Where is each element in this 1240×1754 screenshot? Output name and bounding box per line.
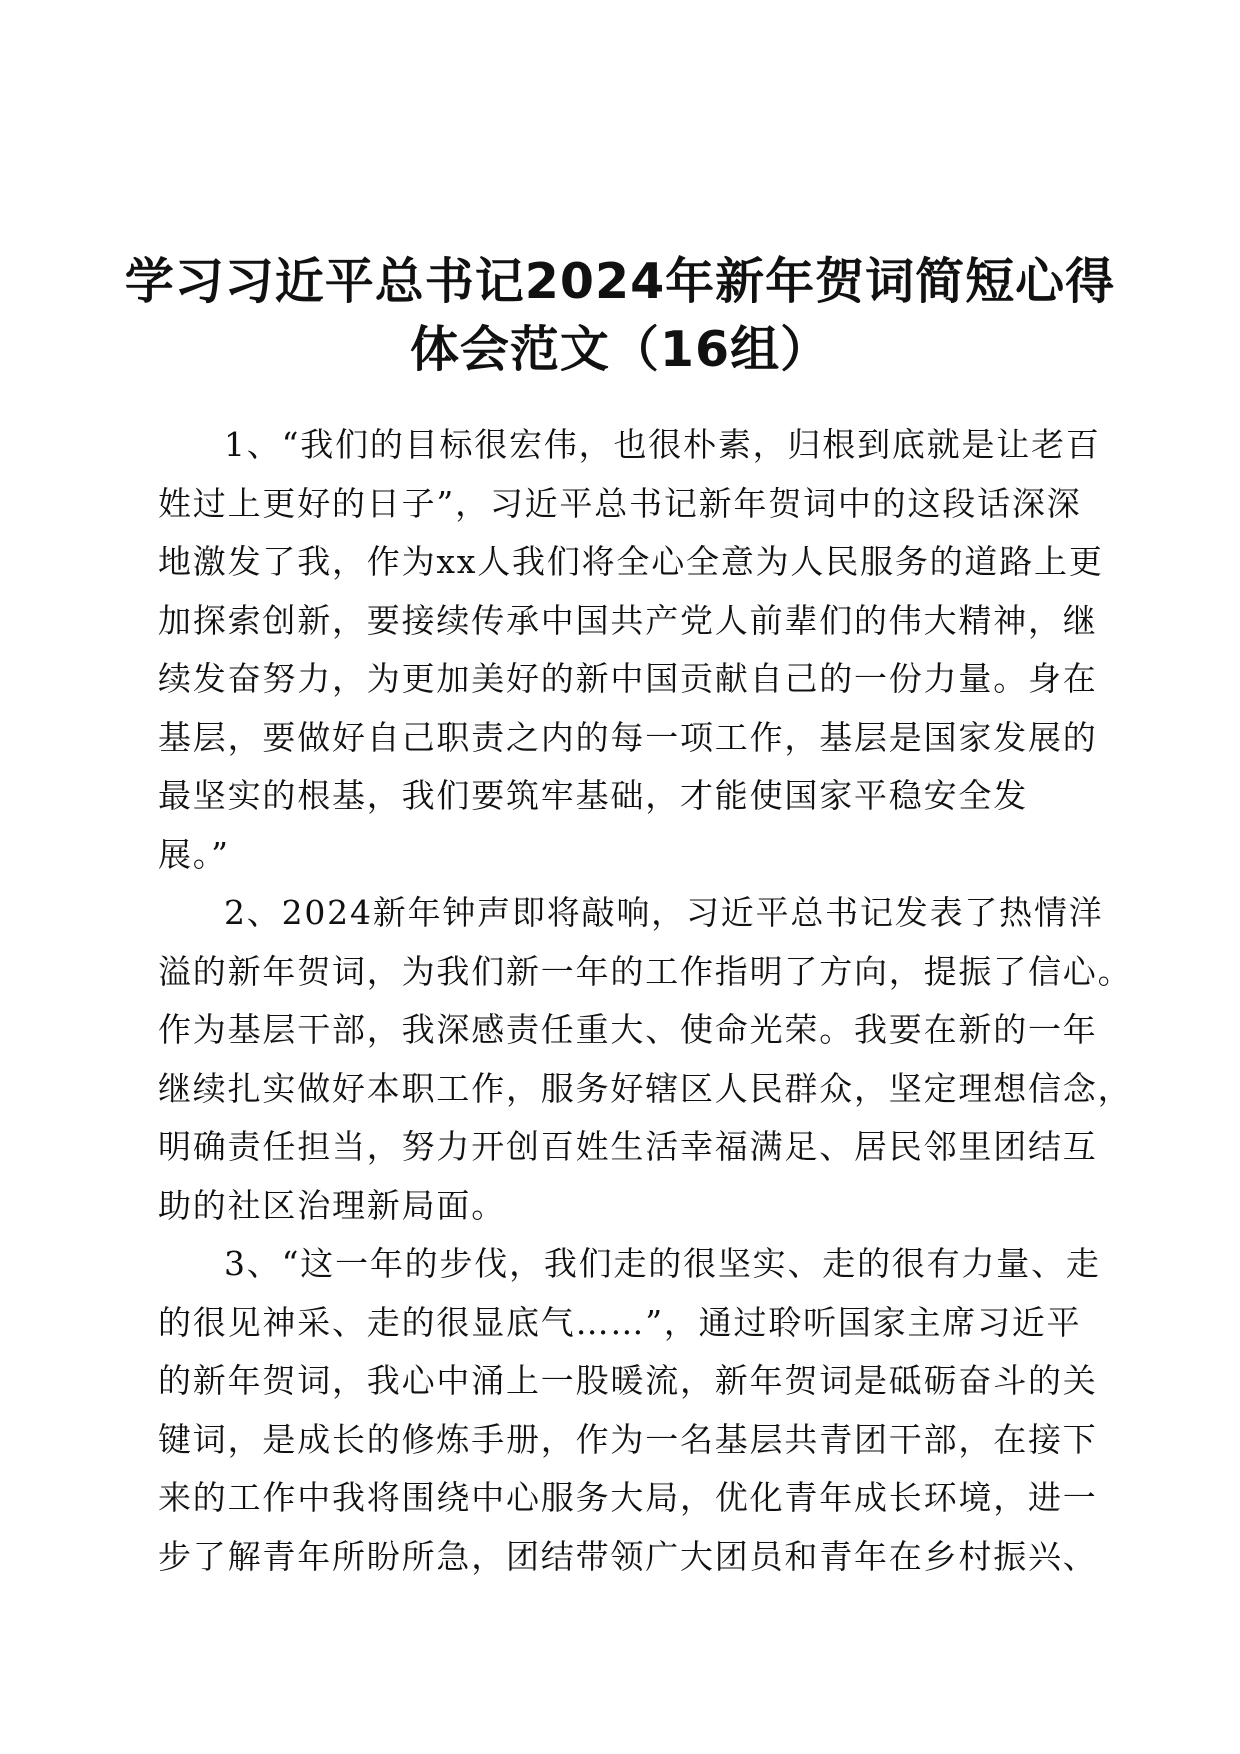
text-line: 地激发了我，作为xx人我们将全心全意为人民服务的道路上更 [158, 542, 1104, 581]
title-line-1: 学习习近平总书记2024年新年贺词简短心得 [124, 253, 1116, 310]
text-line: 来的工作中我将围绕中心服务大局，优化青年成长环境，进一 [158, 1478, 1098, 1517]
text-line: 步了解青年所盼所急，团结带领广大团员和青年在乡村振兴、 [158, 1536, 1098, 1576]
document-title [120, 248, 1120, 384]
title-line-2: 体会范文（16组） [409, 321, 831, 378]
paragraph-1 [158, 416, 1104, 884]
text-line: 最坚实的根基，我们要筑牢基础，才能使国家平稳安全发 [158, 776, 1028, 815]
text-line: 助的社区治理新局面。 [158, 1185, 506, 1225]
text-line: 作为基层干部，我深感责任重大、使命光荣。我要在新的一年 [158, 1010, 1098, 1049]
text-line: 的新年贺词，我心中涌上一股暖流，新年贺词是砥砺奋斗的关 [158, 1361, 1098, 1400]
text-line: 的很见神采、走的很显底气……”，通过聆听国家主席习近平 [158, 1302, 1082, 1342]
paragraph-3 [158, 1235, 1101, 1586]
text-line: 2、2024新年钟声即将敲响，习近平总书记发表了热情洋 [224, 893, 1104, 932]
text-line: 1、“我们的目标很宏伟，也很朴素，归根到底就是让老百 [224, 425, 1101, 464]
text-line: 继续扎实做好本职工作，服务好辖区人民群众，坚定理想信念， [158, 1068, 1133, 1108]
text-line: 续发奋努力，为更加美好的新中国贡献自己的一份力量。身在 [158, 659, 1098, 698]
text-line: 溢的新年贺词，为我们新一年的工作指明了方向，提振了信心。 [158, 951, 1133, 991]
text-line: 加探索创新，要接续传承中国共产党人前辈们的伟大精神，继 [158, 600, 1098, 640]
text-line: 3、“这一年的步伐，我们走的很坚实、走的很有力量、走 [224, 1244, 1101, 1283]
text-line: 基层，要做好自己职责之内的每一项工作，基层是国家发展的 [158, 717, 1098, 757]
text-line: 展。” [158, 834, 230, 874]
document-body [158, 416, 1133, 1586]
text-line: 姓过上更好的日子”，习近平总书记新年贺词中的这段话深深 [158, 483, 1082, 523]
paragraph-2 [158, 884, 1133, 1235]
text-line: 键词，是成长的修炼手册，作为一名基层共青团干部，在接下 [158, 1419, 1098, 1459]
text-line: 明确责任担当，努力开创百姓生活幸福满足、居民邻里团结互 [158, 1127, 1098, 1166]
